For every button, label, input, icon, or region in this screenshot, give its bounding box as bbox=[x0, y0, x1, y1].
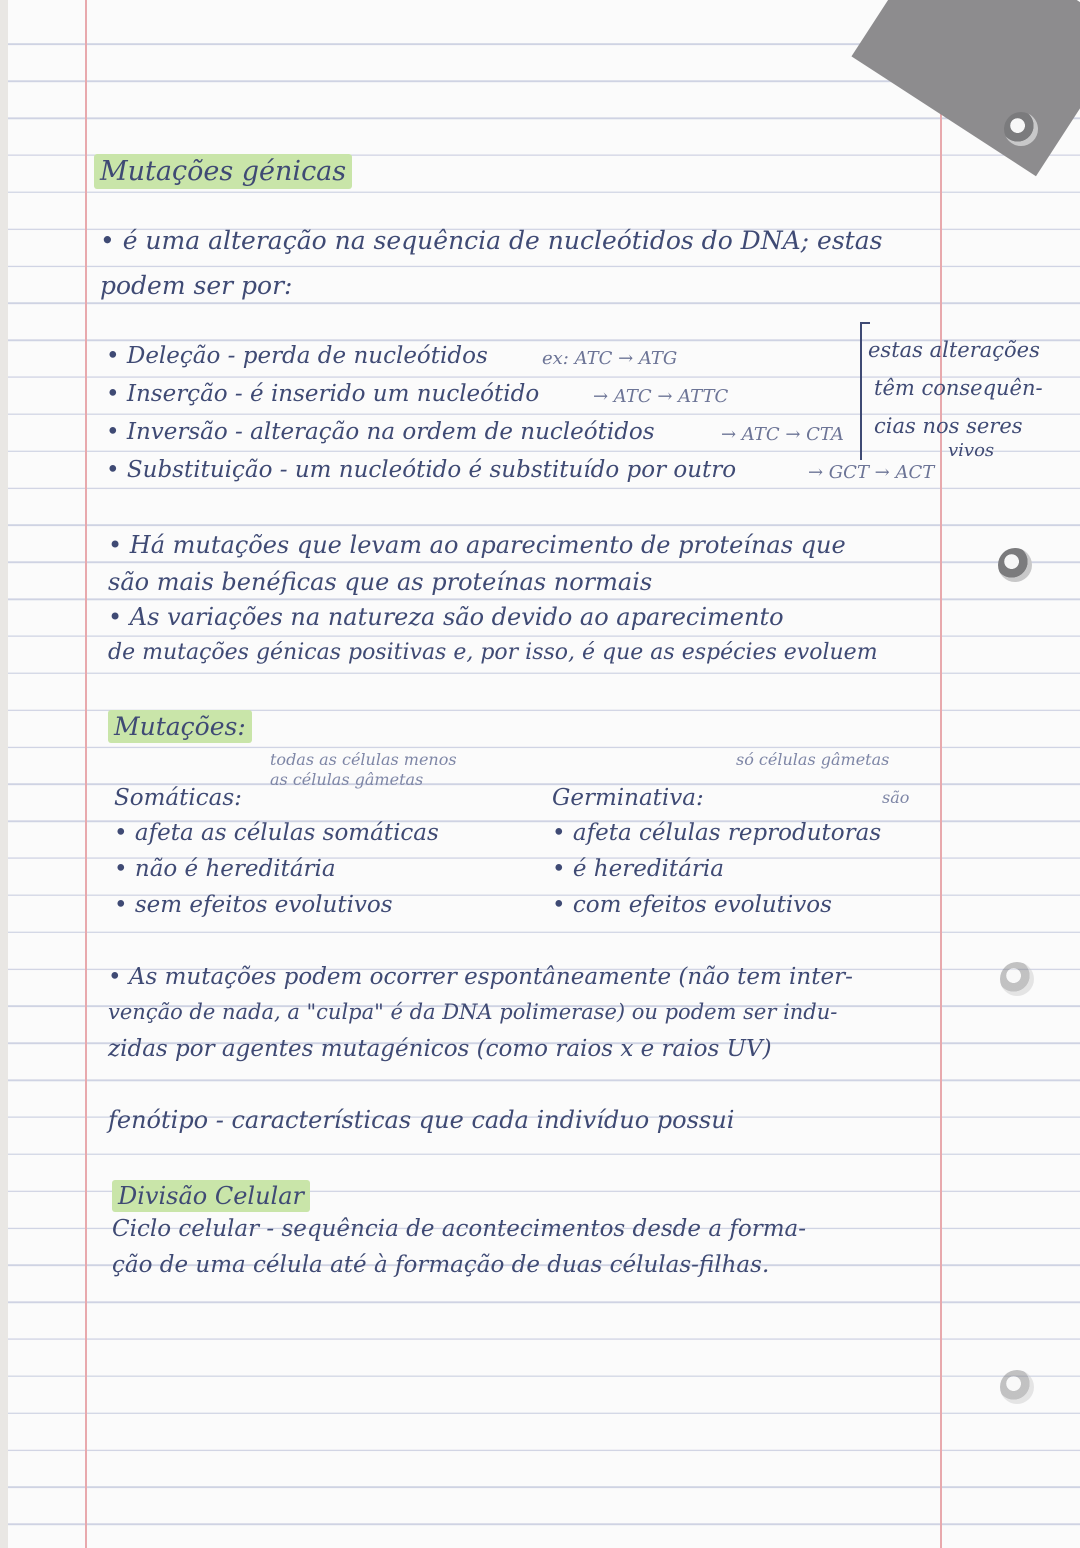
binder-hole-icon bbox=[1004, 112, 1038, 146]
type-substituicao-example: → GCT → ACT bbox=[808, 462, 935, 483]
side-note-line-3: cias nos seres bbox=[874, 414, 1023, 438]
fenotipo-definition: fenótipo - características que cada indivíduo possui bbox=[108, 1106, 735, 1134]
para2-line-3: • As variações na natureza são devido ao aparecimento bbox=[108, 603, 784, 631]
somatic-title: Somáticas: bbox=[114, 785, 242, 811]
somatic-note-line-1: todas as células menos bbox=[270, 750, 457, 769]
type-insercao-example: → ATC → ATTC bbox=[593, 386, 729, 407]
germinative-item-1: • afeta células reprodutoras bbox=[552, 820, 882, 846]
ciclo-line-1: Ciclo celular - sequência de acontecimentos desde a forma- bbox=[112, 1216, 806, 1242]
germinative-item-3: • com efeitos evolutivos bbox=[552, 892, 832, 918]
heading-divisao-celular: Divisão Celular bbox=[112, 1180, 310, 1212]
para3-line-3: zidas por agentes mutagénicos (como raios x e raios UV) bbox=[108, 1036, 772, 1062]
type-inversao-example: → ATC → CTA bbox=[721, 424, 844, 445]
type-substituicao: • Substituição - um nucleótido é substituído por outro bbox=[106, 457, 737, 483]
para2-line-4: de mutações génicas positivas e, por isso, é que as espécies evoluem bbox=[108, 640, 878, 665]
germinative-item-2: • é hereditária bbox=[552, 856, 724, 882]
somatic-item-1: • afeta as células somáticas bbox=[114, 820, 439, 846]
type-insercao: • Inserção - é inserido um nucleótido bbox=[106, 381, 540, 407]
somatic-note-line-2: as células gâmetas bbox=[270, 770, 424, 789]
type-delecao: • Deleção - perda de nucleótidos bbox=[106, 343, 488, 369]
heading-mutacoes: Mutações: bbox=[108, 710, 252, 743]
para3-line-1: • As mutações podem ocorrer espontâneamente (não tem inter- bbox=[108, 964, 853, 990]
para3-line-2: venção de nada, a "culpa" é da DNA polimerase) ou podem ser indu- bbox=[108, 1000, 838, 1024]
ciclo-line-2: ção de uma célula até à formação de duas células-filhas. bbox=[112, 1252, 770, 1278]
margin-line-left bbox=[85, 0, 87, 1548]
page-fold-corner bbox=[851, 0, 1080, 176]
somatic-item-3: • sem efeitos evolutivos bbox=[114, 892, 393, 918]
germinative-note-top: só células gâmetas bbox=[736, 750, 890, 769]
intro-line-2: podem ser por: bbox=[100, 271, 293, 300]
side-note-line-4: vivos bbox=[948, 440, 995, 461]
intro-line-1: • é uma alteração na sequência de nucleótidos do DNA; estas bbox=[100, 226, 883, 255]
type-inversao: • Inversão - alteração na ordem de nucleótidos bbox=[106, 419, 655, 445]
germinative-note-side: são bbox=[882, 788, 910, 807]
somatic-item-2: • não é hereditária bbox=[114, 856, 336, 882]
para2-line-2: são mais benéficas que as proteínas normais bbox=[108, 568, 653, 596]
notebook-page bbox=[8, 0, 1080, 1548]
side-note-line-2: têm consequên- bbox=[874, 376, 1043, 400]
heading-mutacoes-genicas: Mutações génicas bbox=[94, 154, 352, 189]
germinative-title: Germinativa: bbox=[552, 785, 704, 811]
binder-hole-icon bbox=[998, 548, 1032, 582]
type-delecao-example: ex: ATC → ATG bbox=[542, 348, 678, 369]
binder-hole-icon bbox=[1000, 962, 1034, 996]
side-note-line-1: estas alterações bbox=[868, 338, 1040, 362]
margin-line-right bbox=[940, 0, 942, 1548]
para2-line-1: • Há mutações que levam ao aparecimento de proteínas que bbox=[108, 531, 846, 559]
binder-hole-icon bbox=[1000, 1370, 1034, 1404]
